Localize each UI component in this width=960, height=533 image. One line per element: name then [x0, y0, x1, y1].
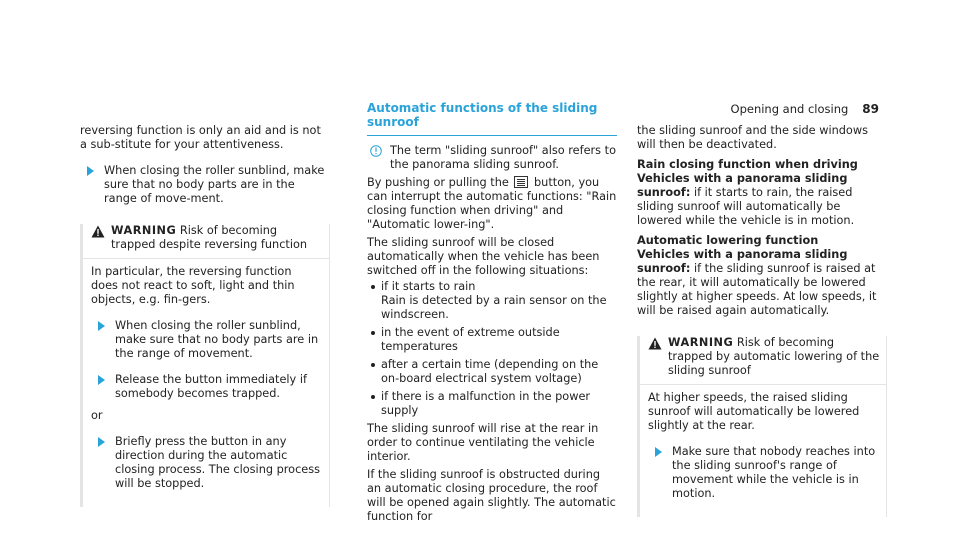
paragraph: The sliding sunroof will rise at the rear in order to continue ventilating the vehicle interior. [367, 422, 599, 463]
warning-title: Risk of becoming trapped by automatic lowering of the sliding sunroof [668, 336, 880, 377]
info-note [367, 144, 617, 172]
info-note-icon [370, 145, 382, 157]
subheading: Rain closing function when driving [637, 158, 858, 171]
instruction-step [80, 164, 330, 206]
step-text: Briefly press the button in any direction during the automatic closing process. The closing process will be stopped. [115, 435, 321, 490]
step-arrow-icon [655, 447, 662, 457]
warning-text: At higher speeds, the raised sliding sunroof will automatically be lowered slightly at the rear. [648, 391, 860, 432]
paragraph: By pushing or pulling the button, you can interrupt the automatic functions: "Rain closing function when driving" and "Automatic lower-ing". [367, 176, 617, 231]
step-arrow-icon [98, 321, 105, 331]
overhead-button-icon [514, 176, 528, 188]
paragraph: The sliding sunroof will be closed automatically when the vehicle has been switched off in the following situations: [367, 236, 600, 277]
paragraph: the sliding sunroof and the side windows will then be deactivated. [637, 124, 868, 151]
warning-label: WARNING [668, 336, 734, 349]
warning-triangle-icon [91, 225, 105, 238]
column-left [80, 124, 330, 507]
warning-header [83, 224, 329, 259]
situation-list [367, 280, 617, 418]
step-text: When closing the roller sunblind, make sure that no body parts are in the range of move-ment. [104, 164, 325, 205]
list-item: in the event of extreme outside temperatures [367, 326, 617, 354]
section-title: Opening and closing [730, 102, 849, 116]
step-arrow-icon [98, 375, 105, 385]
step-text: Release the button immediately if somebody becomes trapped. [115, 373, 307, 400]
intro-text: reversing function is only an aid and is not a sub-stitute for your attentiveness. [80, 124, 321, 151]
list-item: if it starts to rain Rain is detected by a rain sensor on the windscreen. [367, 280, 617, 322]
section-heading: Automatic functions of the sliding sunroof [367, 101, 617, 136]
or-text: or [91, 409, 103, 422]
step-text: Make sure that nobody reaches into the sliding sunroof's range of movement while the vehicle is in motion. [672, 445, 876, 500]
note-text: The term "sliding sunroof" also refers to the panorama sliding sunroof. [390, 144, 616, 171]
instruction-step [91, 373, 321, 401]
warning-body [640, 385, 886, 511]
instruction-step [91, 435, 321, 491]
page-number: 89 [862, 102, 879, 116]
warning-triangle-icon [648, 337, 662, 350]
step-arrow-icon [98, 437, 105, 447]
step-arrow-icon [87, 166, 94, 176]
warning-box [80, 224, 330, 507]
instruction-step [648, 445, 878, 501]
paragraph: Vehicles with a panorama sliding sunroof: if the sliding sunroof is raised at the rear, it will automatically be lowered slightly at higher speeds. At low speeds, it will be raised again automatically. [637, 248, 877, 317]
subheading: Automatic lowering function [637, 234, 819, 247]
warning-title: Risk of becoming trapped despite reversing function [111, 224, 308, 251]
paragraph: If the sliding sunroof is obstructed during an automatic closing procedure, the roof will be opened again slightly. The automatic function for [367, 468, 616, 523]
column-right [637, 124, 887, 517]
warning-text: In particular, the reversing function does not react to soft, light and thin objects, e.g. fin-gers. [91, 265, 295, 306]
instruction-step [91, 319, 321, 361]
step-text: When closing the roller sunblind, make sure that no body parts are in the range of movement. [115, 319, 319, 360]
list-item: after a certain time (depending on the on-board electrical system voltage) [367, 358, 617, 386]
column-middle [367, 101, 617, 524]
warning-header [640, 336, 886, 385]
list-item: if there is a malfunction in the power supply [367, 390, 617, 418]
page-header [731, 102, 879, 116]
warning-label: WARNING [111, 224, 177, 237]
paragraph: Vehicles with a panorama sliding sunroof: if it starts to rain, the raised sliding sunroof will automatically be lowered while the vehicle is in motion. [637, 172, 855, 227]
warning-body [83, 259, 329, 501]
warning-box [637, 336, 887, 517]
